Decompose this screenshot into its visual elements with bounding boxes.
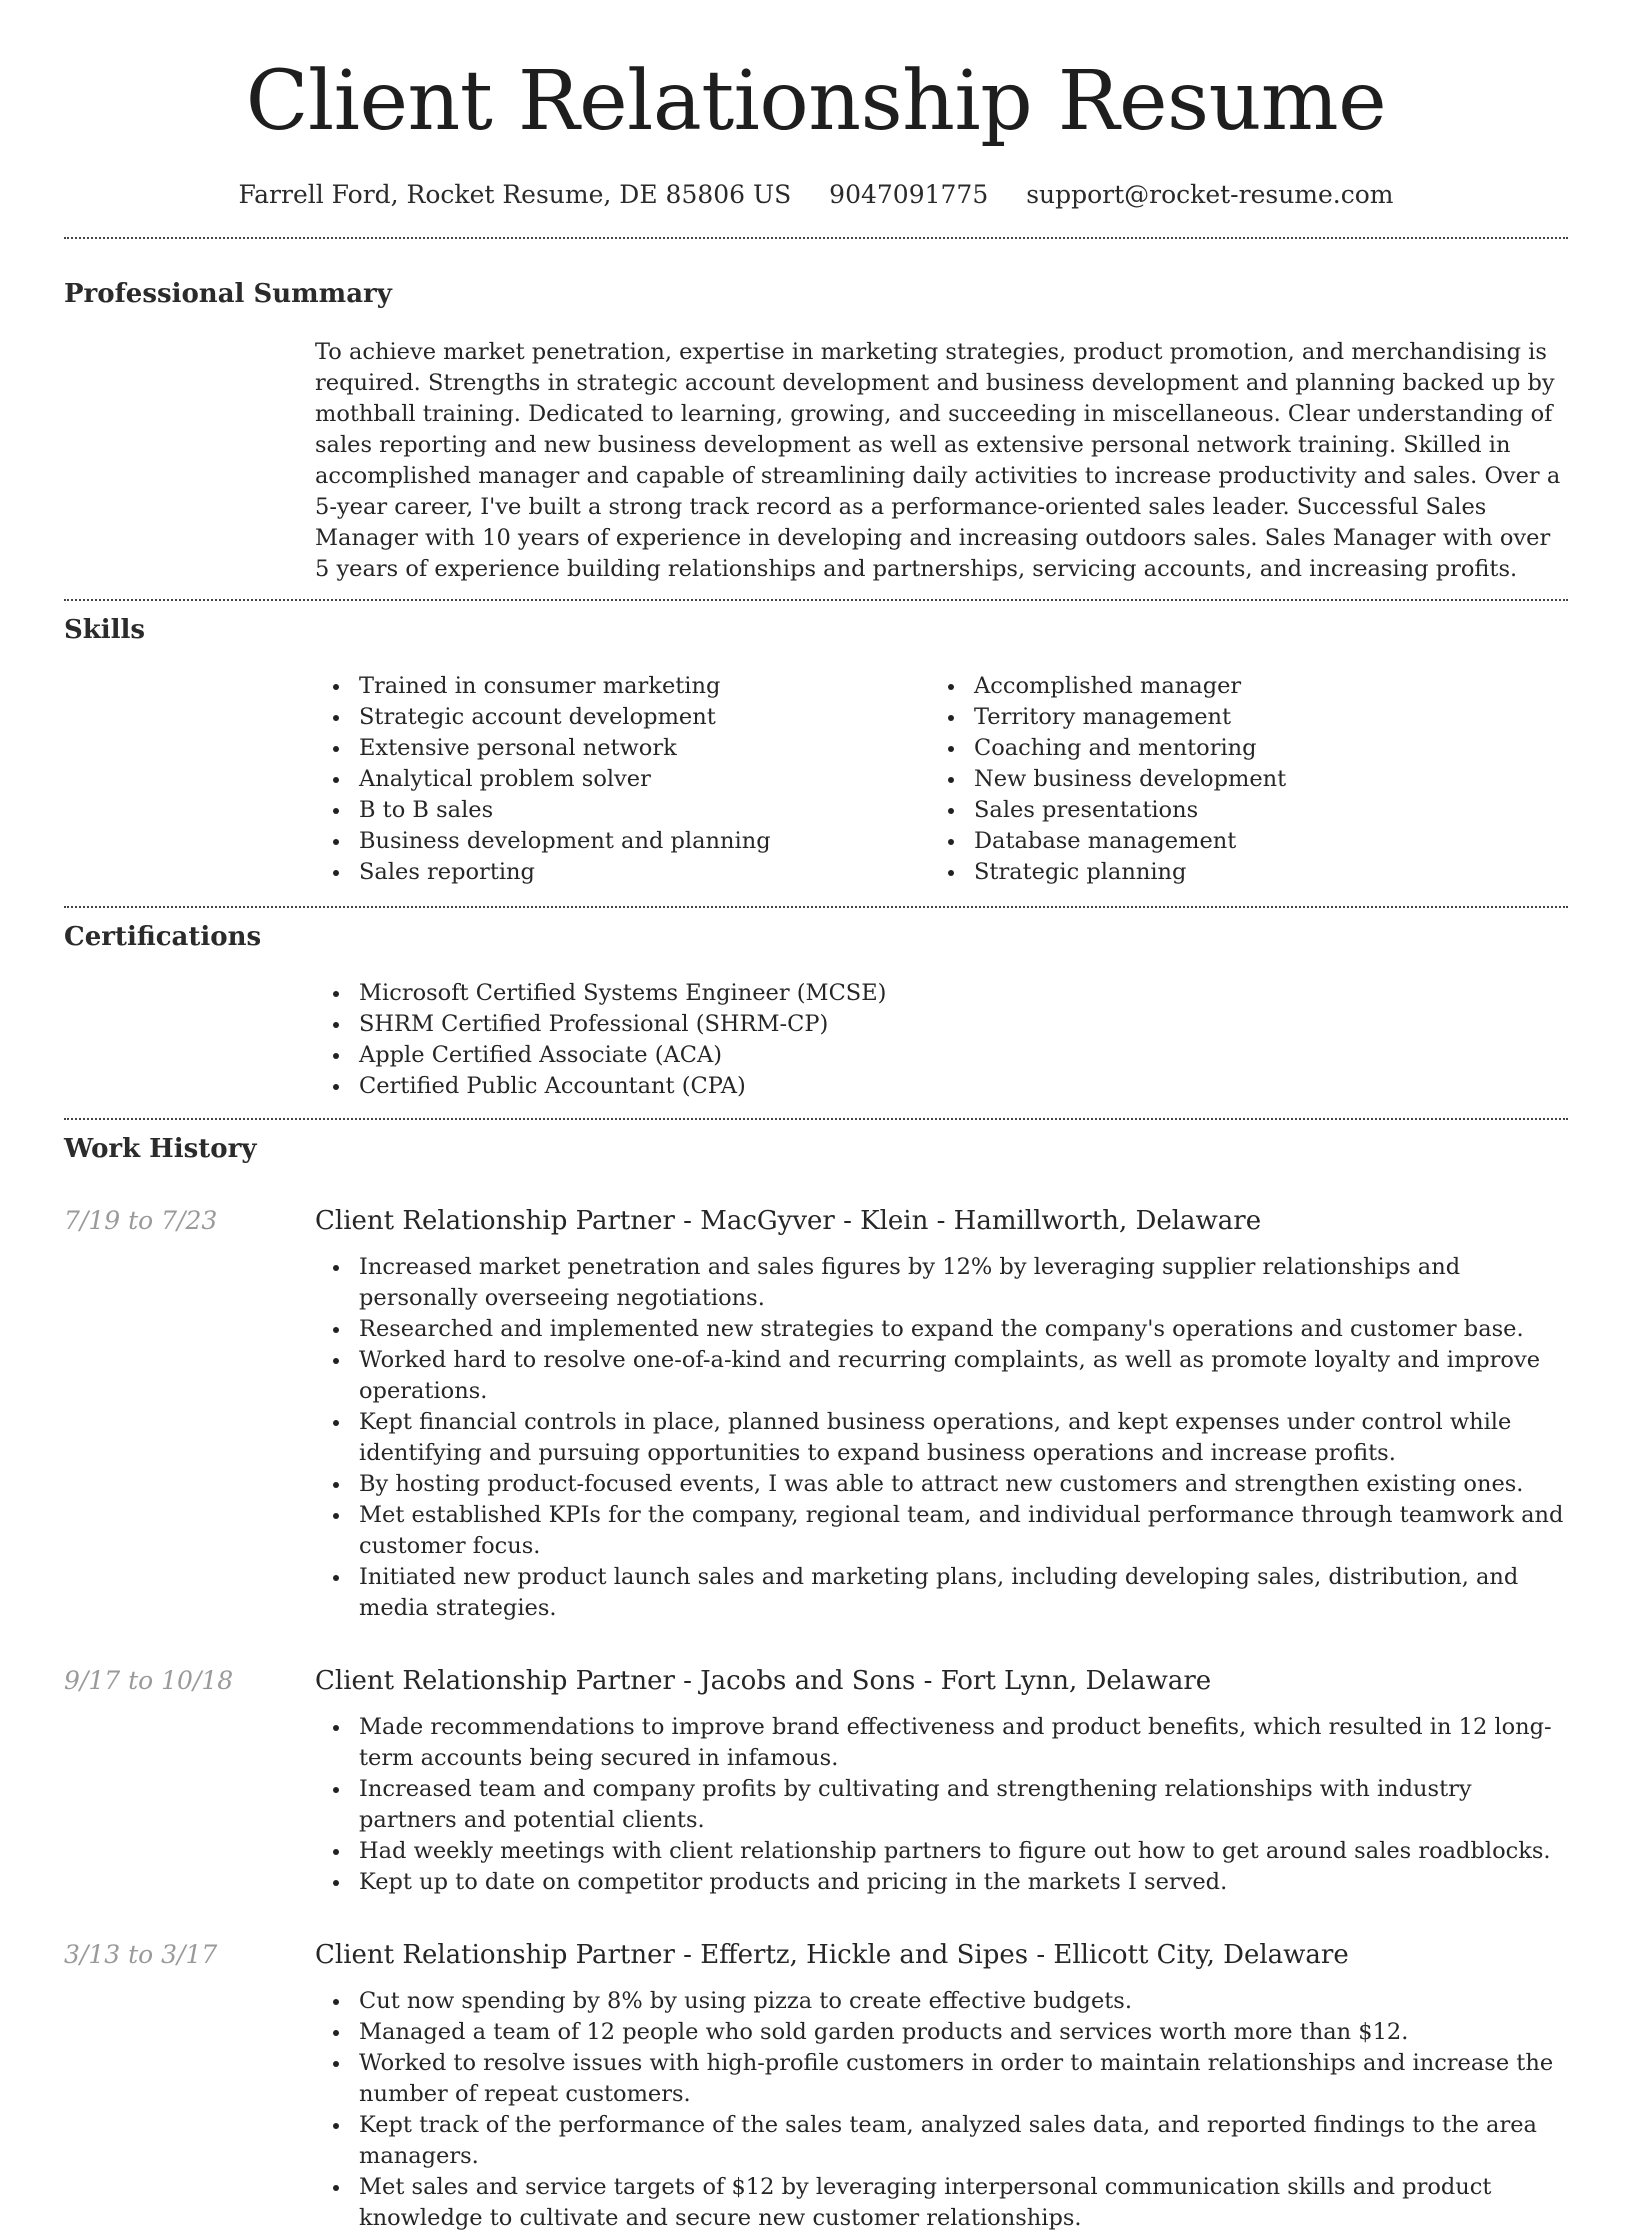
skills-column-right (930, 671, 1545, 888)
list-item: Kept track of the performance of the sales team, analyzed sales data, and reported findings to the area managers. (315, 2110, 1568, 2172)
list-item: Made recommendations to improve brand effectiveness and product benefits, which resulted in 12 long-term accounts being secured in infamous. (315, 1712, 1568, 1774)
job-title: Client Relationship Partner - MacGyver - Klein - Hamillworth, Delaware (315, 1206, 1262, 1236)
list-item: SHRM Certified Professional (SHRM-CP) (315, 1009, 1568, 1040)
job-body (315, 1938, 1568, 2234)
skills-column-left (315, 671, 930, 888)
job-dates: 7/19 to 7/23 (64, 1206, 218, 1235)
work-history-heading: Work History (64, 1134, 257, 1164)
divider (64, 1118, 1568, 1120)
list-item: Business development and planning (315, 826, 930, 857)
contact-line (64, 180, 1568, 209)
job-entry (64, 1664, 1568, 1898)
job-entry (64, 1204, 1568, 1624)
list-item: Met sales and service targets of $12 by leveraging interpersonal communication skills and product knowledge to cultivate and secure new customer relationships. (315, 2172, 1568, 2234)
list-item: Cut now spending by 8% by using pizza to create effective budgets. (315, 1986, 1568, 2017)
job-dates: 3/13 to 3/17 (64, 1940, 218, 1969)
certifications-heading: Certifications (64, 922, 262, 952)
list-item: Strategic account development (315, 702, 930, 733)
list-item: Kept up to date on competitor products and pricing in the markets I served. (315, 1867, 1568, 1898)
contact-address: Farrell Ford, Rocket Resume, DE 85806 US (238, 180, 792, 209)
list-item: Sales presentations (930, 795, 1545, 826)
list-item: Territory management (930, 702, 1545, 733)
list-item: Coaching and mentoring (930, 733, 1545, 764)
list-item: Strategic planning (930, 857, 1545, 888)
list-item: Microsoft Certified Systems Engineer (MCSE) (315, 978, 1568, 1009)
list-item: Worked hard to resolve one-of-a-kind and recurring complaints, as well as promote loyalty and improve operations. (315, 1345, 1568, 1407)
list-item: Apple Certified Associate (ACA) (315, 1040, 1568, 1071)
list-item: Kept financial controls in place, planned business operations, and kept expenses under control while identifying and pursuing opportunities to expand business operations and increase profits. (315, 1407, 1568, 1469)
job-body (315, 1664, 1568, 1898)
job-body (315, 1204, 1568, 1624)
list-item: Researched and implemented new strategies to expand the company's operations and customer base. (315, 1314, 1568, 1345)
list-item: Sales reporting (315, 857, 930, 888)
list-item: B to B sales (315, 795, 930, 826)
skills-heading: Skills (64, 615, 146, 645)
list-item: Database management (930, 826, 1545, 857)
certifications-list (315, 978, 1568, 1118)
list-item: By hosting product-focused events, I was able to attract new customers and strengthen existing ones. (315, 1469, 1568, 1500)
divider (64, 237, 1568, 239)
summary-heading: Professional Summary (64, 279, 392, 309)
contact-phone: 9047091775 (829, 180, 989, 209)
contact-email: support@rocket-resume.com (1026, 180, 1394, 209)
list-item: Accomplished manager (930, 671, 1545, 702)
job-bullets (315, 1252, 1568, 1624)
summary-text: To achieve market penetration, expertise in marketing strategies, product promotion, and merchandising is required. Strengths in strategic account development and business development and planning backed up by mothball training. Dedicated to learning, growing, and succeeding in miscellaneous. Clear understanding of sales reporting and new business development as well as extensive personal network training. Skilled in accomplished manager and capable of streamlining daily activities to increase productivity and sales. Over a 5-year career, I've built a strong track record as a performance-oriented sales leader. Successful Sales Manager with 10 years of experience in developing and increasing outdoors sales. Sales Manager with over 5 years of experience building relationships and partnerships, servicing accounts, and increasing profits. (315, 339, 1561, 582)
skills-list (315, 671, 1568, 906)
divider (64, 599, 1568, 601)
list-item: Increased team and company profits by cultivating and strengthening relationships with industry partners and potential clients. (315, 1774, 1568, 1836)
list-item: New business development (930, 764, 1545, 795)
job-bullets (315, 1986, 1568, 2234)
job-bullets (315, 1712, 1568, 1898)
list-item: Extensive personal network (315, 733, 930, 764)
list-item: Trained in consumer marketing (315, 671, 930, 702)
job-title: Client Relationship Partner - Effertz, Hickle and Sipes - Ellicott City, Delaware (315, 1940, 1349, 1970)
list-item: Analytical problem solver (315, 764, 930, 795)
list-item: Had weekly meetings with client relationship partners to figure out how to get around sales roadblocks. (315, 1836, 1568, 1867)
divider (64, 906, 1568, 908)
resume-page (64, 0, 1568, 2234)
list-item: Managed a team of 12 people who sold garden products and services worth more than $12. (315, 2017, 1568, 2048)
job-entry (64, 1938, 1568, 2234)
list-item: Initiated new product launch sales and marketing plans, including developing sales, distribution, and media strategies. (315, 1562, 1568, 1624)
list-item: Met established KPIs for the company, regional team, and individual performance through teamwork and customer focus. (315, 1500, 1568, 1562)
list-item: Worked to resolve issues with high-profile customers in order to maintain relationships and increase the number of repeat customers. (315, 2048, 1568, 2110)
resume-title: Client Relationship Resume (245, 54, 1387, 149)
job-dates: 9/17 to 10/18 (64, 1666, 234, 1695)
job-title: Client Relationship Partner - Jacobs and Sons - Fort Lynn, Delaware (315, 1666, 1212, 1696)
list-item: Increased market penetration and sales figures by 12% by leveraging supplier relationships and personally overseeing negotiations. (315, 1252, 1568, 1314)
list-item: Certified Public Accountant (CPA) (315, 1071, 1568, 1102)
